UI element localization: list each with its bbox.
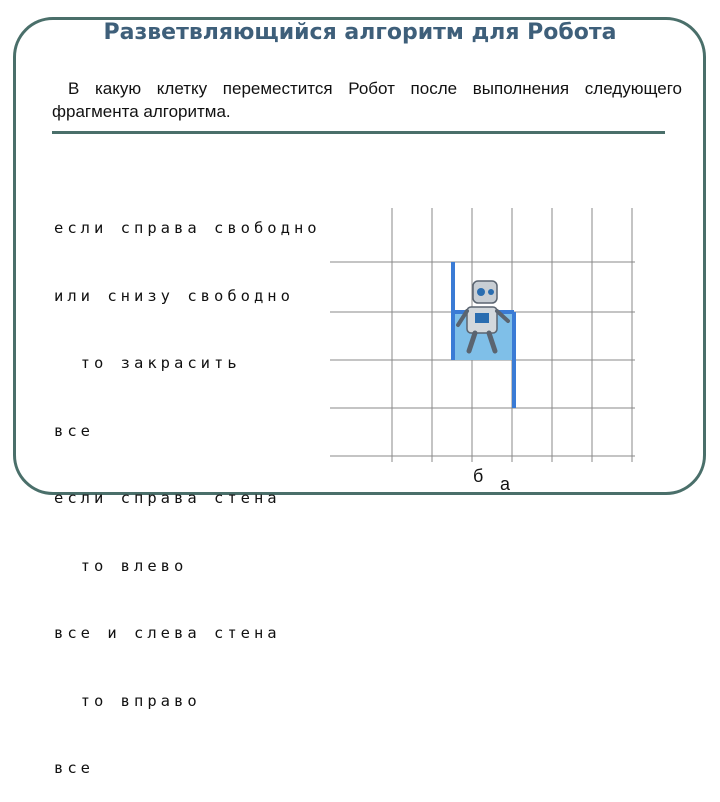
code-line: если справа свободно [54, 219, 321, 237]
algorithm-code [54, 172, 321, 802]
code-line: или снизу свободно [54, 286, 294, 305]
code-line: все [54, 759, 94, 777]
slide-title: Разветвляющийся алгоритм для Робота [103, 20, 617, 45]
code-line: то закрасить [54, 354, 241, 372]
code-line: все [54, 421, 94, 440]
code-line: все и слева стена [54, 624, 281, 642]
code-line: то влево [54, 556, 188, 575]
cell-label-b: б [473, 466, 484, 486]
question-text: В какую клетку переместится Робот после выполнения следующего фрагмента алгоритма. [52, 79, 682, 121]
code-line: то вправо [54, 691, 201, 710]
cell-label-a: а [500, 474, 511, 494]
code-line: если справа стена [54, 489, 281, 507]
robot-icon [455, 277, 512, 355]
